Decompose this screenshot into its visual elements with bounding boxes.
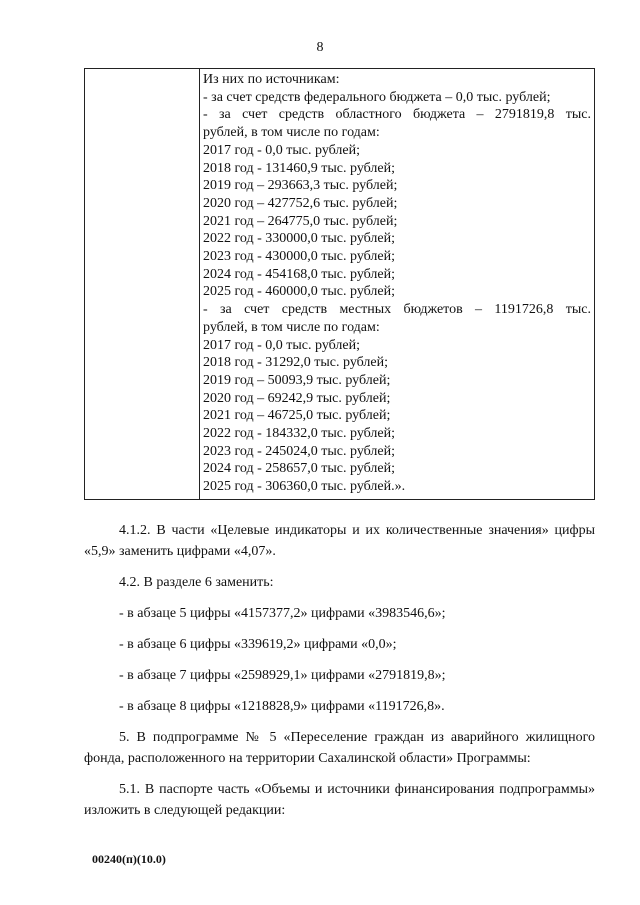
table-right-cell bbox=[200, 69, 595, 500]
table-row bbox=[85, 69, 595, 500]
document-code: 00240(п)(10.0) bbox=[92, 852, 166, 866]
table-line: 2020 год – 427752,6 тыс. рублей; bbox=[203, 195, 398, 211]
table-line: - за счет средств областного бюджета – 2791819,8 тыс. bbox=[203, 107, 591, 123]
table-line: 2017 год - 0,0 тыс. рублей; bbox=[203, 142, 361, 158]
table-line: 2018 год - 131460,9 тыс. рублей; bbox=[203, 160, 396, 176]
paragraph: - в абзаце 7 цифры «2598929,1» цифрами «2791819,8»; bbox=[119, 668, 446, 683]
table-left-cell bbox=[85, 69, 200, 500]
table-line: Из них по источникам: bbox=[203, 72, 340, 87]
paragraph: - в абзаце 6 цифры «339619,2» цифрами «0,0»; bbox=[119, 637, 397, 652]
table-line: 2019 год – 293663,3 тыс. рублей; bbox=[203, 178, 398, 194]
paragraph: 4.2. В разделе 6 заменить: bbox=[119, 575, 274, 590]
paragraph: 4.1.2. В части «Целевые индикаторы и их количественные значения» цифры «5,9» заменить цифрами «4,07». bbox=[84, 523, 595, 559]
table-line: 2017 год - 0,0 тыс. рублей; bbox=[203, 337, 361, 353]
table-line: 2019 год – 50093,9 тыс. рублей; bbox=[203, 372, 391, 388]
table-line: 2023 год - 245024,0 тыс. рублей; bbox=[203, 443, 396, 459]
table-line: 2024 год - 454168,0 тыс. рублей; bbox=[203, 266, 396, 282]
table-line: 2022 год - 330000,0 тыс. рублей; bbox=[203, 231, 396, 247]
table-line: 2020 год – 69242,9 тыс. рублей; bbox=[203, 390, 391, 406]
table-line: - за счет средств местных бюджетов – 1191726,8 тыс. bbox=[203, 302, 591, 318]
table-line: 2021 год – 46725,0 тыс. рублей; bbox=[203, 408, 391, 424]
table-line: 2021 год – 264775,0 тыс. рублей; bbox=[203, 213, 398, 229]
paragraph: - в абзаце 5 цифры «4157377,2» цифрами «3983546,6»; bbox=[119, 606, 446, 621]
table-line: рублей, в том числе по годам: bbox=[203, 125, 380, 141]
table-line: 2025 год - 460000,0 тыс. рублей; bbox=[203, 284, 396, 300]
page-number: 8 bbox=[316, 40, 324, 55]
table-line: 2023 год - 430000,0 тыс. рублей; bbox=[203, 249, 396, 265]
table-line: 2018 год - 31292,0 тыс. рублей; bbox=[203, 355, 389, 371]
table-line: рублей, в том числе по годам: bbox=[203, 319, 380, 335]
funding-table bbox=[84, 68, 595, 500]
table-line: 2025 год - 306360,0 тыс. рублей.». bbox=[203, 479, 406, 495]
table-line: 2022 год - 184332,0 тыс. рублей; bbox=[203, 426, 396, 442]
paragraph: 5. В подпрограмме № 5 «Переселение граждан из аварийного жилищного фонда, расположенного на территории Сахалинской области» Программы: bbox=[84, 730, 595, 766]
table-line: 2024 год - 258657,0 тыс. рублей; bbox=[203, 461, 396, 477]
paragraph: - в абзаце 8 цифры «1218828,9» цифрами «1191726,8». bbox=[119, 699, 445, 714]
table-line: - за счет средств федерального бюджета – 0,0 тыс. рублей; bbox=[203, 89, 551, 105]
paragraph: 5.1. В паспорте часть «Объемы и источники финансирования подпрограммы» изложить в следующей редакции: bbox=[84, 782, 595, 818]
document-body bbox=[84, 520, 595, 821]
